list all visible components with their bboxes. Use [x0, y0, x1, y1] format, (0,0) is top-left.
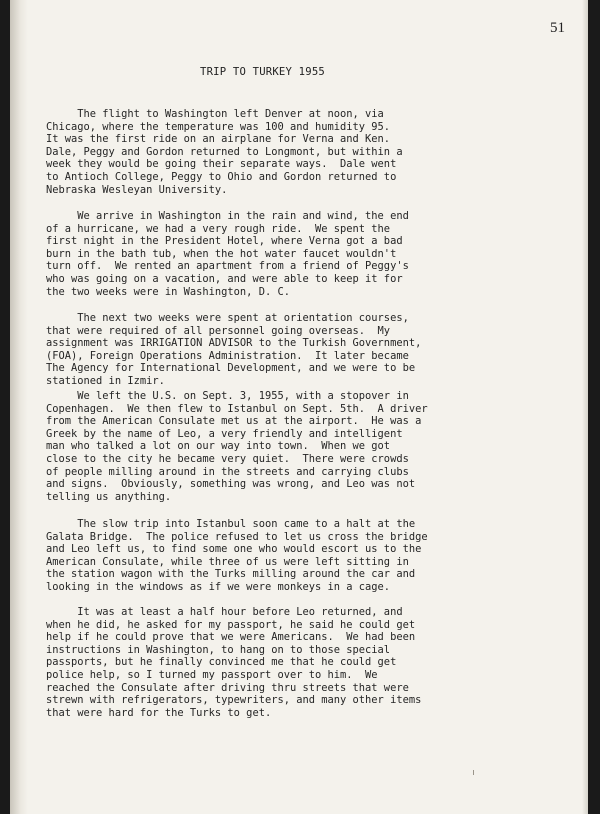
text-line: We arrive in Washington in the rain and wind, the end — [46, 210, 409, 222]
text-line: of people milling around in the streets and carrying clubs — [46, 465, 409, 478]
text-line: first night in the President Hotel, where Verna got a bad — [46, 235, 403, 248]
paragraph-6 — [46, 606, 421, 719]
paragraph-5 — [46, 518, 428, 594]
text-line: to Antioch College, Peggy to Ohio and Gordon returned to — [46, 170, 397, 183]
text-line: telling us anything. — [46, 490, 172, 503]
text-line: man who talked a lot on our way into town. When we got — [46, 440, 391, 453]
text-line: Greek by the name of Leo, a very friendly and intelligent — [46, 427, 403, 440]
text-line: stationed in Izmir. — [46, 374, 165, 387]
text-line: assignment was IRRIGATION ADVISOR to the Turkish Government, — [46, 337, 422, 350]
text-line: the station wagon with the Turks milling around the car and — [46, 568, 416, 581]
text-line: The Agency for International Development, and we were to be — [46, 362, 416, 375]
text-line: of a hurricane, we had a very rough ride. We spent the — [46, 222, 391, 235]
text-line: instructions in Washington, to hang on to those special — [46, 643, 391, 656]
paragraph-4 — [46, 390, 428, 503]
text-line: who was going on a vacation, and were able to keep it for — [46, 272, 403, 285]
text-line: The next two weeks were spent at orientation courses, — [46, 312, 409, 324]
text-line: It was at least a half hour before Leo returned, and — [46, 606, 403, 618]
text-line: It was the first ride on an airplane for Verna and Ken. — [46, 133, 391, 146]
text-line: Dale, Peggy and Gordon returned to Longmont, but within a — [46, 145, 403, 158]
paragraph-2 — [46, 210, 409, 298]
text-line: passports, but he finally convinced me that he could get — [46, 656, 397, 669]
text-line: week they would be going their separate ways. Dale went — [46, 158, 397, 171]
text-line: looking in the windows as if we were monkeys in a cage. — [46, 580, 391, 593]
text-line: Galata Bridge. The police refused to let us cross the bridge — [46, 530, 428, 543]
text-line: close to the city he became very quiet. There were crowds — [46, 452, 409, 465]
text-line: reached the Consulate after driving thru streets that were — [46, 681, 409, 694]
text-line: Copenhagen. We then flew to Istanbul on Sept. 5th. A driver — [46, 402, 428, 415]
text-line: the two weeks were in Washington, D. C. — [46, 285, 290, 298]
text-line: Nebraska Wesleyan University. — [46, 183, 228, 196]
book-spine-shadow — [10, 0, 28, 814]
text-line: The slow trip into Istanbul soon came to a halt at the — [46, 518, 416, 530]
page-edge-shadow — [582, 0, 588, 814]
text-line: help if he could prove that we were Americans. We had been — [46, 631, 416, 644]
text-line: that were required of all personnel going overseas. My — [46, 324, 391, 337]
document-page — [10, 0, 588, 814]
page-number: 51 — [550, 20, 565, 36]
text-line: strewn with refrigerators, typewriters, and many other items — [46, 694, 422, 707]
text-line: Chicago, where the temperature was 100 and humidity 95. — [46, 120, 391, 133]
text-line: from the American Consulate met us at the airport. He was a — [46, 415, 422, 428]
text-line: We left the U.S. on Sept. 3, 1955, with a stopover in — [46, 390, 409, 402]
text-line: that were hard for the Turks to get. — [46, 706, 272, 719]
paragraph-3 — [46, 312, 421, 388]
paper-speck — [473, 770, 474, 775]
paragraph-1 — [46, 108, 403, 196]
text-line: and Leo left us, to find some one who would escort us to the — [46, 543, 422, 556]
text-line: burn in the bath tub, when the hot water faucet wouldn't — [46, 247, 397, 260]
text-line: when he did, he asked for my passport, he said he could get — [46, 618, 416, 631]
text-line: (FOA), Foreign Operations Administration. It later became — [46, 349, 409, 362]
text-line: The flight to Washington left Denver at noon, via — [46, 108, 384, 120]
page-title: TRIP TO TURKEY 1955 — [200, 66, 325, 78]
text-line: turn off. We rented an apartment from a friend of Peggy's — [46, 260, 409, 273]
text-line: American Consulate, while three of us were left sitting in — [46, 555, 409, 568]
text-line: and signs. Obviously, something was wrong, and Leo was not — [46, 478, 416, 491]
text-line: police help, so I turned my passport over to him. We — [46, 668, 378, 681]
